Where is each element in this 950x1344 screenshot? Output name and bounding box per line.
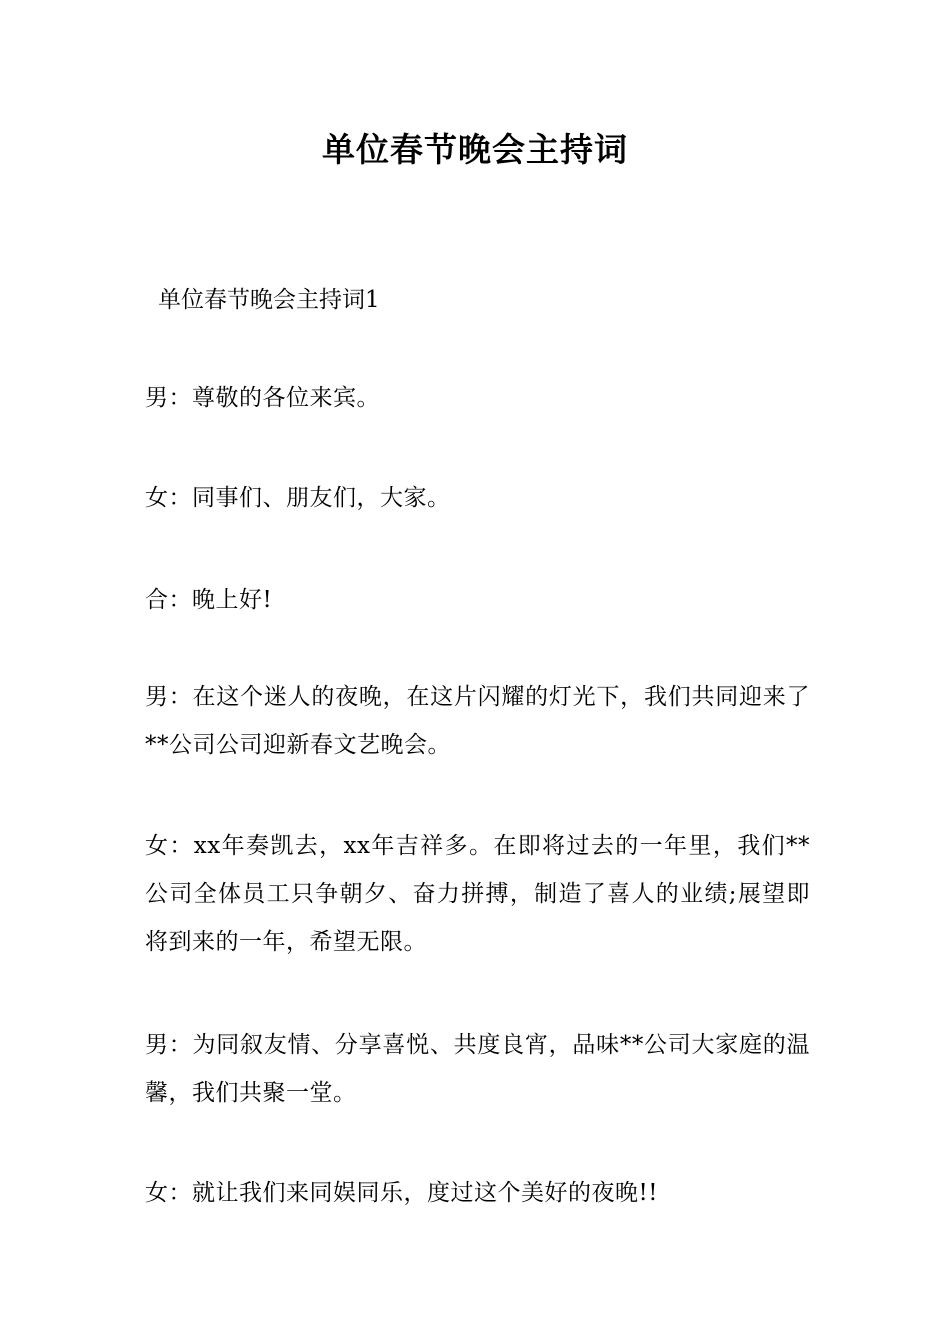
page-title: 单位春节晚会主持词 — [322, 130, 628, 169]
paragraph: 男：尊敬的各位来宾。 — [145, 385, 380, 411]
paragraph: 女：同事们、朋友们，大家。 — [145, 485, 451, 511]
paragraph: 女：就让我们来同娱同乐，度过这个美好的夜晚!! — [145, 1180, 658, 1206]
paragraph: 女：xx年奏凯去，xx年吉祥多。在即将过去的一年里，我们**公司全体员工只争朝夕、奋力拼搏，制造了喜人的业绩;展望即将到来的一年，希望无限。 — [145, 833, 810, 955]
paragraph: 男：为同叙友情、分享喜悦、共度良宵，品味**公司大家庭的温馨，我们共聚一堂。 — [145, 1032, 810, 1106]
paragraph: 合：晚上好! — [145, 587, 273, 613]
section-heading: 单位春节晚会主持词1 — [158, 287, 380, 313]
paragraph: 男：在这个迷人的夜晚，在这片闪耀的灯光下，我们共同迎来了**公司公司迎新春文艺晚会。 — [145, 684, 810, 758]
